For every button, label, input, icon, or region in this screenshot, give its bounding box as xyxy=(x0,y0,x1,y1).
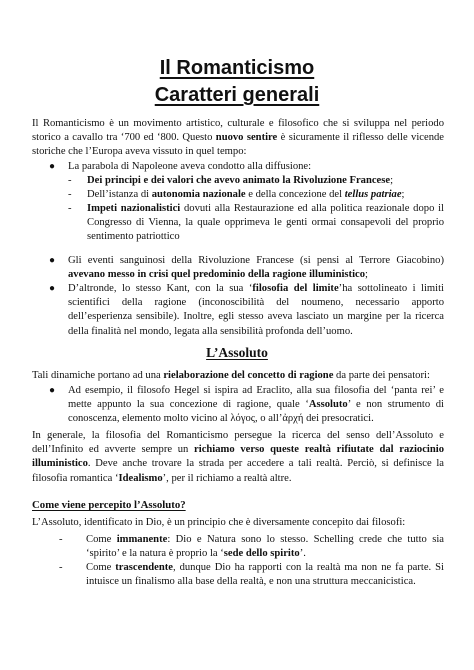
dash-item-impeti xyxy=(87,202,444,245)
dash2-bold-italic: tellus patriae xyxy=(344,189,402,200)
bullet3-text-2: ’ha sottolineato i limiti scientifici della ragione (inconoscibilità del noumeno, necessario apporto dell’esperienza sensibile). Inoltre, egli stesso aveva lasciato un margine per la ricerca della finalità nel mondo, legata alla sensibilità profonda dell’uomo. xyxy=(68,283,444,337)
bullet-item-rivoluzione xyxy=(68,254,444,282)
assoluto-intro-text-2: da parte dei pensatori: xyxy=(333,370,430,381)
dash-item-immanente xyxy=(86,533,444,561)
dash-item-principi xyxy=(87,174,444,188)
dash2-text-3: ; xyxy=(401,189,405,200)
bullet4-bold: Assoluto xyxy=(308,399,348,411)
dash4-text-3: ’. xyxy=(299,548,306,560)
dash3-text: dovuti alla Restaurazione ed alla politica reazionale dopo il Congresso di Vienna, la quale opprimeva le genti ormai consapevoli del proprio sentimento patriottico xyxy=(87,203,445,243)
dash2-bold: autonomia nazionale xyxy=(151,189,246,200)
bullet2-bold: avevano messo in crisi quel predominio della ragione illuministico xyxy=(68,269,366,281)
intro-text-1: Il Romanticismo è un movimento artistico, culturale e filosofico che si sviluppa nel periodo storico a cavallo tra ‘700 ed ‘800. Questo xyxy=(32,118,444,144)
dash-marker: - xyxy=(68,175,72,186)
dash4-text-2: : Dio e Natura sono lo stesso. Schelling crede che tutto sia ‘spirito’ e la natura è proprio la ‘ xyxy=(86,534,444,560)
bullet-item-hegel xyxy=(68,384,444,427)
question-heading: Come viene percepito l’Assoluto? xyxy=(32,499,186,511)
dash3-bold: Impeti nazionalistici xyxy=(87,203,181,214)
bullet-item-kant xyxy=(68,282,444,339)
para2-text-1: In generale, la filosofia del Romanticismo persegue la ricerca del senso dell’Assoluto e dell’Infinito ed avverte sempre un xyxy=(32,430,444,456)
paragraph-assoluto-dio: L’Assoluto, identificato in Dio, è un principio che è diversamente concepito dai filosofi: xyxy=(32,517,406,528)
dash-marker: - xyxy=(68,189,72,200)
para2-bold-1: richiamo verso queste realtà rifiutate dal raziocinio illuministico xyxy=(32,444,444,470)
dash-item-autonomia xyxy=(87,188,444,202)
dash5-bold: trascendente xyxy=(115,562,173,573)
intro-bold: nuovo sentire xyxy=(215,132,278,144)
dash1-bold: Dei principi e dei valori che avevo animato la Rivoluzione Francese xyxy=(87,175,391,186)
bullet2-text-1: Gli eventi sanguinosi della Rivoluzione Francese (si pensi al Terrore Giacobino) xyxy=(68,255,444,266)
dash-marker: - xyxy=(59,534,63,545)
dash-marker: - xyxy=(59,562,63,573)
dash2-text-1: Dell’istanza di xyxy=(87,189,152,200)
paragraph-romanticismo xyxy=(32,429,444,486)
section-heading-assoluto: L’Assoluto xyxy=(206,345,268,360)
dash-marker: - xyxy=(68,203,72,214)
assoluto-intro-bold: rielaborazione del concetto di ragione xyxy=(163,370,334,381)
assoluto-intro-text-1: Tali dinamiche portano ad una xyxy=(32,370,164,381)
bullet2-text-2: ; xyxy=(365,269,368,281)
dash-item-trascendente xyxy=(86,561,444,589)
dash4-text-1: Come xyxy=(86,534,117,545)
bullet3-bold: filosofia del limite xyxy=(252,283,339,294)
bullet-marker: ● xyxy=(49,283,56,294)
dash2-text-2: e della concezione del xyxy=(245,189,345,200)
dash1-text: ; xyxy=(390,175,394,186)
bullet4-text-1: Ad esempio, il filosofo Hegel si ispira ad Eraclito, alla sua filosofia del ‘panta rei’ e mette appunto la sua concezione di ragione, quale ‘ xyxy=(68,385,444,411)
intro-text-2: è sicuramente il riflesso delle vicende storiche che l’Europa aveva vissuto in quel tempo: xyxy=(32,132,444,158)
bullet-marker: ● xyxy=(49,255,56,266)
bullet-item-napoleone: La parabola di Napoleone aveva condotto alla diffusione: xyxy=(68,161,312,172)
bullet-marker: ● xyxy=(49,161,56,172)
para2-text-3: ’, per il richiamo a realtà altre. xyxy=(162,472,292,484)
intro-paragraph xyxy=(32,117,444,160)
bullet3-text-1: D’altronde, lo stesso Kant, con la sua ‘ xyxy=(68,283,253,294)
bullet-marker: ● xyxy=(49,385,56,396)
document-subtitle: Caratteri generali xyxy=(154,84,320,106)
para2-bold-2: Idealismo xyxy=(118,472,163,484)
dash5-text-2: , dunque Dio ha rapporti con la realtà ma non ne fa parte. Si intuisce un finalismo alla base della realtà, e non una struttura meccanicistica. xyxy=(86,562,444,588)
dash5-text-1: Come xyxy=(86,562,116,573)
document-title: Il Romanticismo xyxy=(159,57,315,79)
assoluto-intro xyxy=(32,369,444,383)
bullet4-text-2: ’ e non strumento di conoscenza, elemento molto vicino al λόγος, o all’ἀρχή dei presocratici. xyxy=(68,399,444,425)
para2-text-2: . Deve anche trovare la strada per accedere a tali realtà. Perciò, si definisce la filosofia romantica ‘ xyxy=(32,458,444,484)
dash4-bold-2: sede dello spirito xyxy=(223,548,300,560)
dash4-bold-1: immanente xyxy=(116,534,168,545)
